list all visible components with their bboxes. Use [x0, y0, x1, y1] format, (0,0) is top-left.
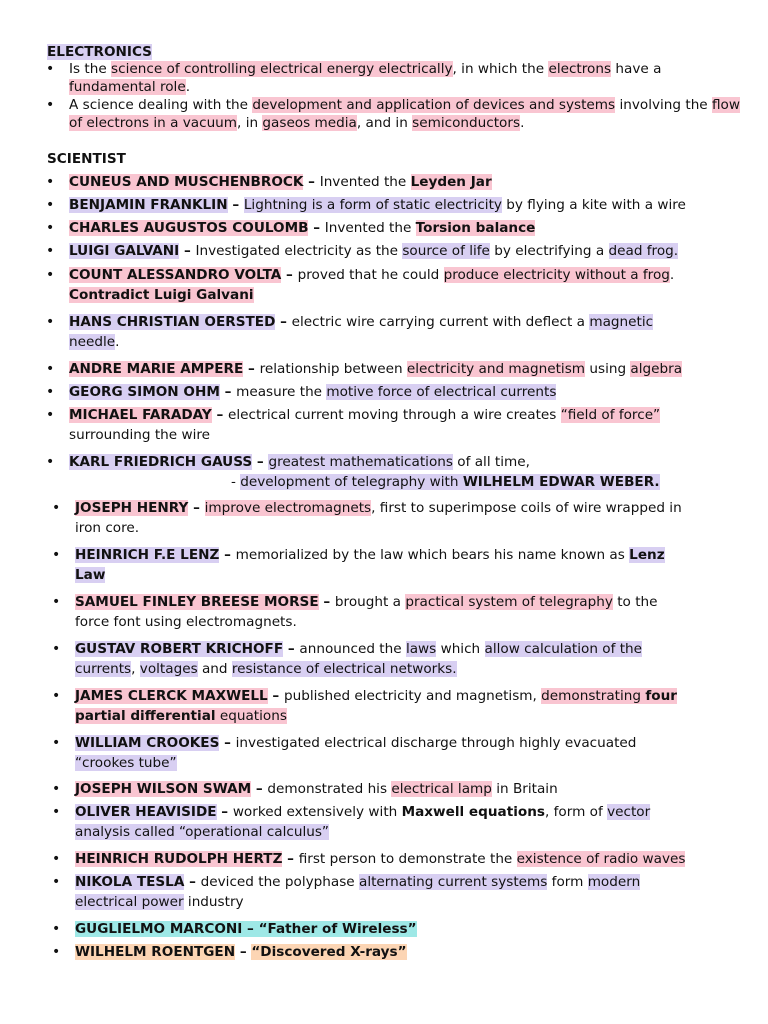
list-item: • JOSEPH WILSON SWAM – demonstrated his electrical lamp in Britain	[75, 780, 558, 798]
list-item: • SAMUEL FINLEY BREESE MORSE – brought a practical system of telegraphy to the force font using electromagnets.	[75, 593, 658, 634]
list-item: • COUNT ALESSANDRO VOLTA – proved that he could produce electricity without a frog. Contradict Luigi Galvani	[69, 266, 674, 307]
list-item: • JOSEPH HENRY – improve electromagnets, first to superimpose coils of wire wrapped in iron core.	[75, 499, 682, 540]
list-item: • ANDRE MARIE AMPERE – relationship between electricity and magnetism using algebra	[69, 360, 682, 378]
list-item: • HEINRICH F.E LENZ – memorialized by the law which bears his name known as Lenz Law	[75, 546, 665, 587]
list-item: • GEORG SIMON OHM – measure the motive force of electrical currents	[69, 383, 556, 401]
list-item: • WILLIAM CROOKES – investigated electrical discharge through highly evacuated “crookes tube”	[75, 734, 636, 775]
list-item: • KARL FRIEDRICH GAUSS – greatest mathematications of all time, - development of telegraphy with WILHELM EDWAR WEBER.	[69, 453, 749, 494]
list-item: • JAMES CLERCK MAXWELL – published electricity and magnetism, demonstrating four partial differential equations	[75, 687, 677, 728]
list-item: • CUNEUS AND MUSCHENBROCK – Invented the Leyden Jar	[69, 173, 492, 191]
section-title-text: ELECTRONICS	[47, 44, 152, 60]
list-item: • GUSTAV ROBERT KRICHOFF – announced the laws which allow calculation of the currents, voltages and resistance of electrical networks.	[75, 640, 642, 681]
list-item: • CHARLES AUGUSTOS COULOMB – Invented the Torsion balance	[69, 219, 535, 237]
list-item: • Is the science of controlling electrical energy electrically, in which the electrons have a fundamental role.	[69, 60, 749, 96]
section-title-scientist	[47, 150, 126, 168]
list-item: • BENJAMIN FRANKLIN – Lightning is a form of static electricity by flying a kite with a wire	[69, 196, 686, 214]
section-title-text: SCIENTIST	[47, 151, 126, 167]
list-item: • NIKOLA TESLA – deviced the polyphase alternating current systems form modern electrical power industry	[75, 873, 640, 914]
list-item: • WILHELM ROENTGEN – “Discovered X-rays”	[75, 943, 407, 961]
list-item: • LUIGI GALVANI – Investigated electricity as the source of life by electrifying a dead frog.	[69, 242, 678, 260]
list-item: • MICHAEL FARADAY – electrical current moving through a wire creates “field of force” surrounding the wire	[69, 406, 660, 447]
list-item: • GUGLIELMO MARCONI – “Father of Wireless”	[75, 920, 417, 938]
list-item: • A science dealing with the development and application of devices and systems involving the flow of electrons in a vacuum, in gaseos media, and in semiconductors.	[69, 96, 749, 132]
list-item: • HANS CHRISTIAN OERSTED – electric wire carrying current with deflect a magnetic needle.	[69, 313, 653, 354]
section-title-electronics	[47, 43, 152, 61]
list-item: • OLIVER HEAVISIDE – worked extensively with Maxwell equations, form of vector analysis called “operational calculus”	[75, 803, 650, 844]
list-item: • HEINRICH RUDOLPH HERTZ – first person to demonstrate the existence of radio waves	[75, 850, 685, 868]
